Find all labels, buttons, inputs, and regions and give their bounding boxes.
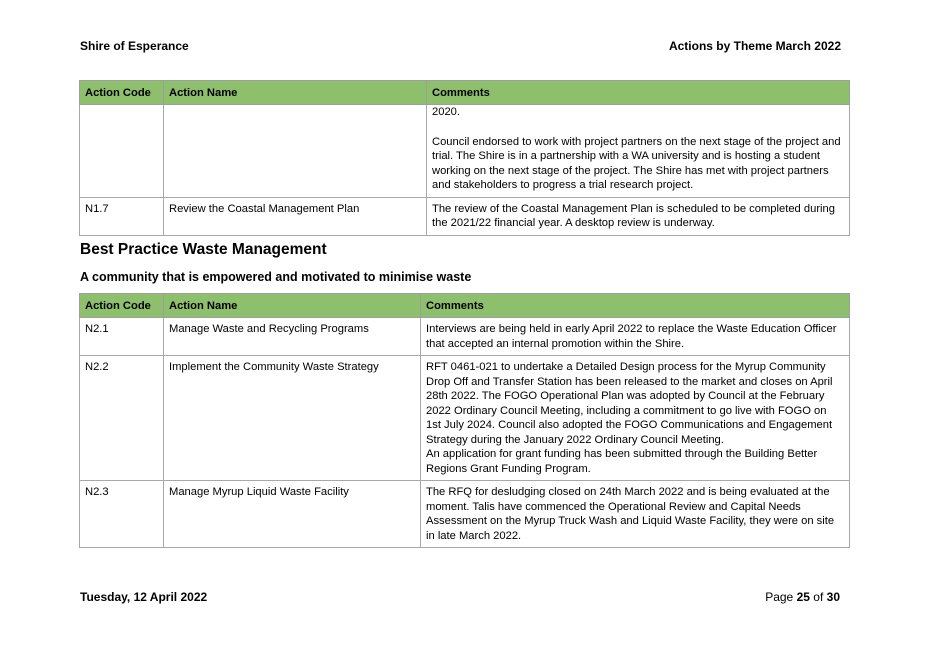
cell-action-name: Manage Waste and Recycling Programs bbox=[164, 318, 421, 356]
column-header-action-name: Action Name bbox=[164, 294, 421, 318]
column-header-comments: Comments bbox=[421, 294, 850, 318]
document-header-title: Actions by Theme March 2022 bbox=[668, 39, 841, 53]
page-current: 25 bbox=[796, 590, 810, 604]
cell-action-name: Implement the Community Waste Strategy bbox=[164, 356, 421, 481]
table-header-row bbox=[80, 294, 850, 318]
footer-date: Tuesday, 12 April 2022 bbox=[80, 590, 208, 604]
page-total: 30 bbox=[826, 590, 840, 604]
page-prefix: Page bbox=[765, 590, 794, 604]
comment-paragraph: Council endorsed to work with project partners on the next stage of the project and trial. The Shire is in a partnership with a WA university and is hosting a student working on the next stage of the project. The Shire has met with project partners and stakeholders to progress a trial research project. bbox=[432, 135, 841, 191]
table-row bbox=[80, 356, 850, 481]
cell-action-code: N1.7 bbox=[80, 197, 164, 235]
cell-comments: The review of the Coastal Management Plan is scheduled to be completed during the 2021/22 financial year. A desktop review is underway. bbox=[427, 197, 850, 235]
column-header-action-name: Action Name bbox=[164, 81, 427, 105]
comment-paragraph: RFT 0461-021 to undertake a Detailed Design process for the Myrup Community Drop Off and Transfer Station has been released to the market and closes on April 28th 2022. The FOGO Operational Plan was adopted by Council at the February 2022 Ordinary Council Meeting, including a commitment to go live with FOGO on 1st July 2024. Council also adopted the FOGO Communications and Engagement Strategy during the January 2022 Ordinary Council Meeting. bbox=[426, 361, 833, 446]
page-number bbox=[765, 590, 840, 604]
actions-table-waste bbox=[79, 293, 850, 548]
cell-comments: Interviews are being held in early April 2022 to replace the Waste Education Officer that accepted an internal promotion within the Shire. bbox=[421, 318, 850, 356]
actions-table-continued bbox=[79, 80, 850, 236]
column-header-action-code: Action Code bbox=[80, 81, 164, 105]
cell-action-name: Review the Coastal Management Plan bbox=[164, 197, 427, 235]
column-header-action-code: Action Code bbox=[80, 294, 164, 318]
table-row bbox=[80, 197, 850, 235]
cell-action-code: N2.2 bbox=[80, 356, 164, 481]
table-header-row bbox=[80, 81, 850, 105]
cell-action-name: Manage Myrup Liquid Waste Facility bbox=[164, 481, 421, 548]
table-row bbox=[80, 318, 850, 356]
cell-action-code: N2.3 bbox=[80, 481, 164, 548]
document-header-organization: Shire of Esperance bbox=[80, 39, 189, 53]
cell-action-name bbox=[164, 105, 427, 198]
table-row bbox=[80, 105, 850, 198]
cell-action-code bbox=[80, 105, 164, 198]
section-heading: Best Practice Waste Management bbox=[80, 241, 327, 258]
column-header-comments: Comments bbox=[427, 81, 850, 105]
table-row bbox=[80, 481, 850, 548]
comment-paragraph: 2020. bbox=[432, 106, 460, 118]
cell-comments bbox=[427, 105, 850, 198]
cell-comments bbox=[421, 356, 850, 481]
page-of: of bbox=[813, 590, 824, 604]
cell-comments: The RFQ for desludging closed on 24th March 2022 and is being evaluated at the moment. Talis have commenced the Operational Review and Capital Needs Assessment on the Myrup Truck Wash and Liquid Waste Facility, they were on site in late March 2022. bbox=[421, 481, 850, 548]
cell-action-code: N2.1 bbox=[80, 318, 164, 356]
comment-paragraph: An application for grant funding has been submitted through the Building Better Regions Grant Funding Program. bbox=[426, 448, 818, 475]
section-subheading: A community that is empowered and motivated to minimise waste bbox=[80, 270, 472, 284]
